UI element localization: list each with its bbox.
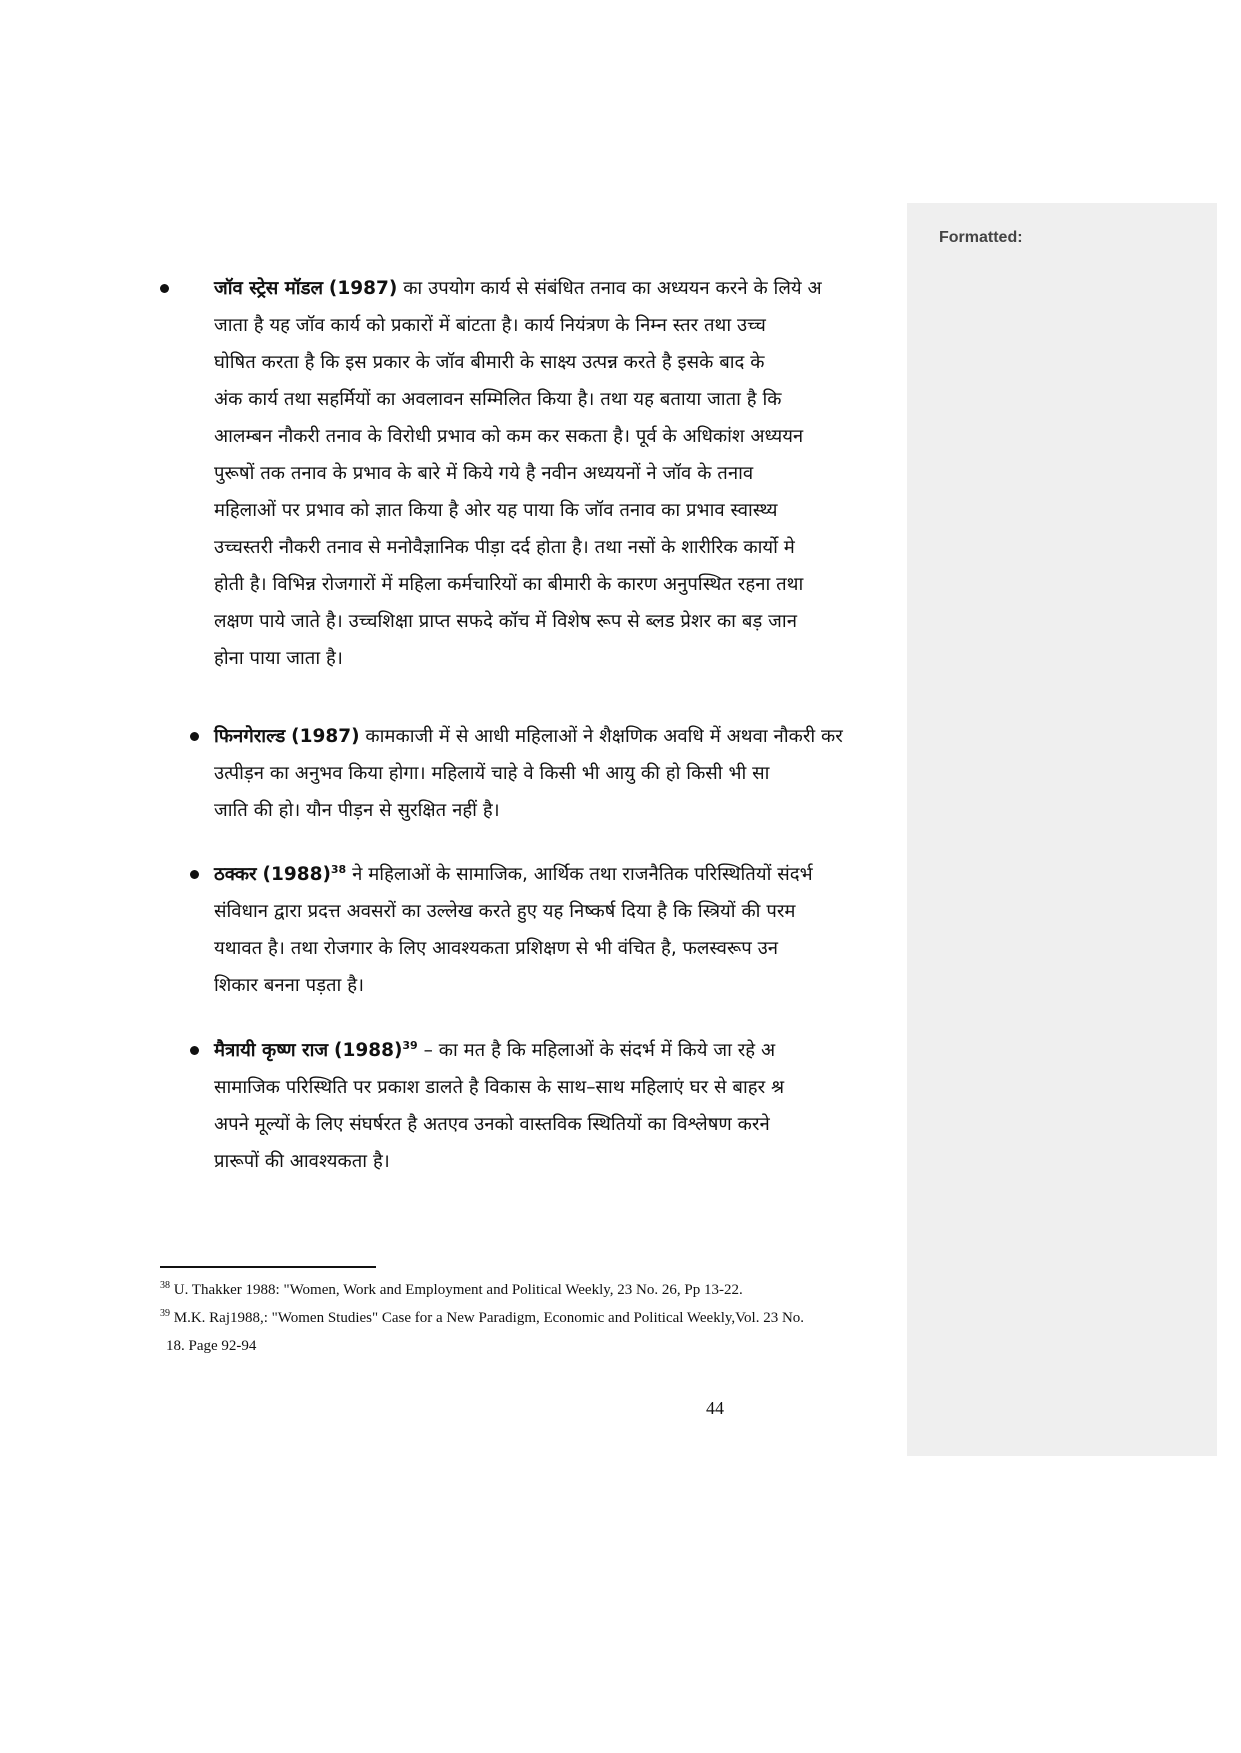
text-line: महिलाओं पर प्रभाव को ज्ञात किया है ओर यह पाया कि जॉव तनाव का प्रभाव स्वास्थ्य: [214, 500, 778, 521]
footnote-text: M.K. Raj1988,: "Women Studies" Case for a New Paradigm, Economic and Political Weekly,Vol. 23 No.: [173, 1310, 805, 1326]
text-line: शिकार बनना पड़ता है।: [214, 975, 365, 996]
comment-pane: [907, 203, 1217, 1456]
footnote-separator: [160, 1266, 376, 1268]
bullet: [190, 1046, 199, 1055]
comment-pane-title: Formatted:: [939, 229, 1023, 246]
document-body: [150, 270, 898, 1180]
text-line: सामाजिक परिस्थिति पर प्रकाश डालते है विकास के साथ–साथ महिलाएं घर से बाहर श्र: [214, 1077, 785, 1098]
text-line: प्रारूपों की आवश्यकता है।: [214, 1151, 390, 1172]
paragraph-maitrayi-krishna-raj: [150, 1032, 898, 1180]
term-heading: ठक्कर: [214, 864, 257, 885]
text-line: जाति की हो। यौन पीड़न से सुरक्षित नहीं है।: [214, 800, 500, 821]
footnote-number: 39: [160, 1308, 170, 1319]
footnote-text-continued: 18. Page 92-94: [166, 1338, 257, 1354]
term-heading: मैत्रायी कृष्ण राज: [214, 1040, 329, 1061]
term-year: (1987): [328, 278, 398, 299]
term-year: (1988): [262, 864, 331, 885]
paragraph-job-stress-model: [150, 270, 898, 677]
footnote-ref: 38: [330, 862, 347, 876]
paragraph-thakkar: [150, 856, 898, 1004]
text-line: होना पाया जाता है।: [214, 648, 343, 669]
bullet: [160, 284, 169, 293]
text-line: अंक कार्य तथा सहर्मियों का अवलावन सम्मिलित किया है। तथा यह बताया जाता है कि: [214, 389, 782, 410]
text-line: आलम्बन नौकरी तनाव के विरोधी प्रभाव को कम कर सकता है। पूर्व के अधिकांश अध्ययन: [214, 426, 804, 447]
term-year: (1987): [291, 726, 360, 747]
footnote-text: U. Thakker 1988: "Women, Work and Employment and Political Weekly, 23 No. 26, Pp 13-22.: [173, 1282, 743, 1298]
text-line: पुरूषों तक तनाव के प्रभाव के बारे में किये गये है नवीन अध्ययनों ने जॉव के तनाव: [214, 463, 754, 484]
text-line: होती है। विभिन्न रोजगारों में महिला कर्मचारियों का बीमारी के कारण अनुपस्थित रहना तथा: [214, 574, 804, 595]
text-line: अपने मूल्यों के लिए संघर्षरत है अतएव उनको वास्तविक स्थितियों का विश्लेषण करने: [214, 1114, 770, 1135]
page-number: 44: [706, 1398, 724, 1418]
text-segment: कामकाजी में से आधी महिलाओं ने शैक्षणिक अवधि में अथवा नौकरी कर: [359, 726, 843, 747]
footnote-39: [160, 1300, 920, 1360]
text-line: घोषित करता है कि इस प्रकार के जॉव बीमारी के साक्ष्य उत्पन्न करते है इसके बाद के: [214, 352, 765, 373]
text-line: यथावत है। तथा रोजगार के लिए आवश्यकता प्रशिक्षण से भी वंचित है, फलस्वरूप उन: [214, 938, 779, 959]
term-heading: फिनगेराल्ड: [214, 726, 286, 747]
footnote-ref: 39: [402, 1038, 418, 1052]
text-line: [214, 718, 898, 755]
term-year: (1988): [334, 1040, 403, 1061]
footnote-number: 38: [160, 1280, 170, 1291]
text-line: [214, 1032, 898, 1069]
text-line: [214, 270, 898, 307]
text-line: उच्चस्तरी नौकरी तनाव से मनोवैज्ञानिक पीड़ा दर्द होता है। तथा नसों के शारीरिक कार्यो मे: [214, 537, 795, 558]
text-line: उत्पीड़न का अनुभव किया होगा। महिलायें चाहे वे किसी भी आयु की हो किसी भी सा: [214, 763, 770, 784]
text-line: लक्षण पाये जाते है। उच्चशिक्षा प्राप्त सफदे कॉच में विशेष रूप से ब्लड प्रेशर का बड़ जान: [214, 611, 797, 632]
text-line: [214, 856, 898, 893]
text-line: संविधान द्वारा प्रदत्त अवसरों का उल्लेख करते हुए यह निष्कर्ष दिया है कि स्त्रियों की परम: [214, 901, 796, 922]
text-segment: का उपयोग कार्य से संबंधित तनाव का अध्ययन करने के लिये अ: [397, 278, 822, 299]
text-line: जाता है यह जॉव कार्य को प्रकारों में बांटता है। कार्य नियंत्रण के निम्न स्तर तथा उच्च: [214, 315, 766, 336]
paragraph-fingerald: [150, 718, 898, 829]
text-segment: ने महिलाओं के सामाजिक, आर्थिक तथा राजनैतिक परिस्थितियों संदर्भ: [346, 864, 813, 885]
text-segment: – का मत है कि महिलाओं के संदर्भ में किये जा रहे अ: [417, 1040, 776, 1061]
bullet: [190, 732, 199, 741]
bullet: [190, 870, 199, 879]
term-heading: जॉव स्ट्रेस मॉडल: [214, 278, 324, 299]
